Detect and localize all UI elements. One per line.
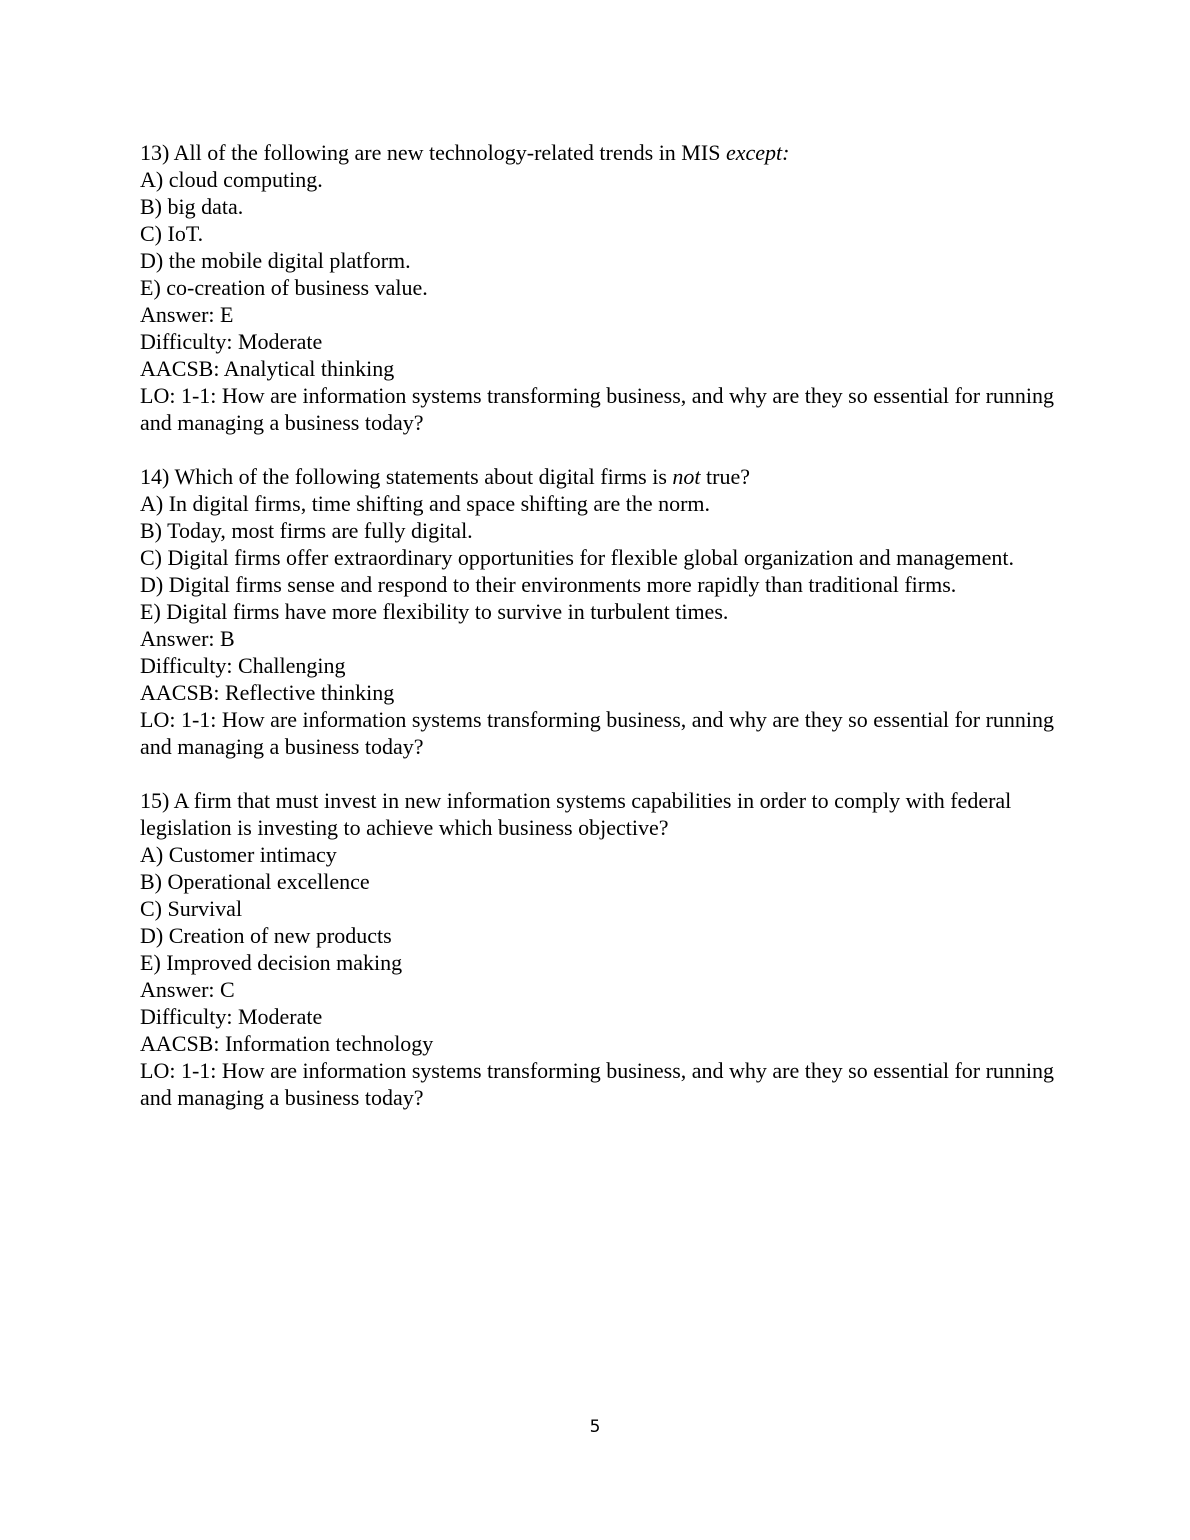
question-stem-emphasis: not bbox=[672, 464, 701, 489]
answer-option: E) co-creation of business value. bbox=[140, 275, 428, 300]
answer-key: Answer: C bbox=[140, 977, 235, 1002]
difficulty-label: Difficulty: Challenging bbox=[140, 653, 346, 678]
difficulty-label: Difficulty: Moderate bbox=[140, 329, 323, 354]
question-number: 14) bbox=[140, 464, 170, 489]
answer-option: C) Survival bbox=[140, 896, 243, 921]
answer-option: C) Digital firms offer extraordinary opportunities for flexible global organization and management. bbox=[140, 545, 1015, 570]
aacsb-label: AACSB: Reflective thinking bbox=[140, 680, 395, 705]
answer-option: E) Improved decision making bbox=[140, 950, 403, 975]
answer-option: D) Creation of new products bbox=[140, 923, 392, 948]
answer-option: B) Today, most firms are fully digital. bbox=[140, 518, 473, 543]
learning-objective: LO: 1-1: How are information systems transforming business, and why are they so essential for running and managing a business today? bbox=[140, 1058, 1055, 1110]
aacsb-label: AACSB: Information technology bbox=[140, 1031, 434, 1056]
page-number: 5 bbox=[589, 1417, 601, 1437]
learning-objective: LO: 1-1: How are information systems transforming business, and why are they so essential for running and managing a business today? bbox=[140, 707, 1055, 759]
question-15 bbox=[140, 787, 1055, 1111]
answer-option: D) the mobile digital platform. bbox=[140, 248, 411, 273]
answer-key: Answer: E bbox=[140, 302, 234, 327]
question-stem-text: Which of the following statements about digital firms is bbox=[174, 464, 667, 489]
question-number: 15) bbox=[140, 788, 170, 813]
question-list bbox=[140, 139, 1055, 1138]
answer-key: Answer: B bbox=[140, 626, 235, 651]
question-stem-emphasis: except: bbox=[725, 140, 790, 165]
answer-option: A) In digital firms, time shifting and space shifting are the norm. bbox=[140, 491, 711, 516]
answer-option: B) big data. bbox=[140, 194, 244, 219]
learning-objective: LO: 1-1: How are information systems transforming business, and why are they so essential for running and managing a business today? bbox=[140, 383, 1055, 435]
question-stem bbox=[140, 787, 1055, 841]
answer-option: D) Digital firms sense and respond to their environments more rapidly than traditional firms. bbox=[140, 572, 957, 597]
answer-option: C) IoT. bbox=[140, 221, 204, 246]
question-13 bbox=[140, 139, 1055, 436]
answer-option: A) cloud computing. bbox=[140, 167, 323, 192]
question-stem-text: A firm that must invest in new information systems capabilities in order to comply with federal legislation is investing to achieve which business objective? bbox=[140, 788, 1012, 840]
question-number: 13) bbox=[140, 140, 170, 165]
aacsb-label: AACSB: Analytical thinking bbox=[140, 356, 395, 381]
answer-option: B) Operational excellence bbox=[140, 869, 370, 894]
question-stem-text-end: true? bbox=[706, 464, 750, 489]
answer-option: E) Digital firms have more flexibility to survive in turbulent times. bbox=[140, 599, 729, 624]
question-stem-text: All of the following are new technology-related trends in MIS bbox=[173, 140, 721, 165]
difficulty-label: Difficulty: Moderate bbox=[140, 1004, 323, 1029]
question-stem bbox=[140, 139, 1055, 166]
question-14 bbox=[140, 463, 1055, 760]
answer-option: A) Customer intimacy bbox=[140, 842, 337, 867]
question-stem bbox=[140, 463, 1055, 490]
